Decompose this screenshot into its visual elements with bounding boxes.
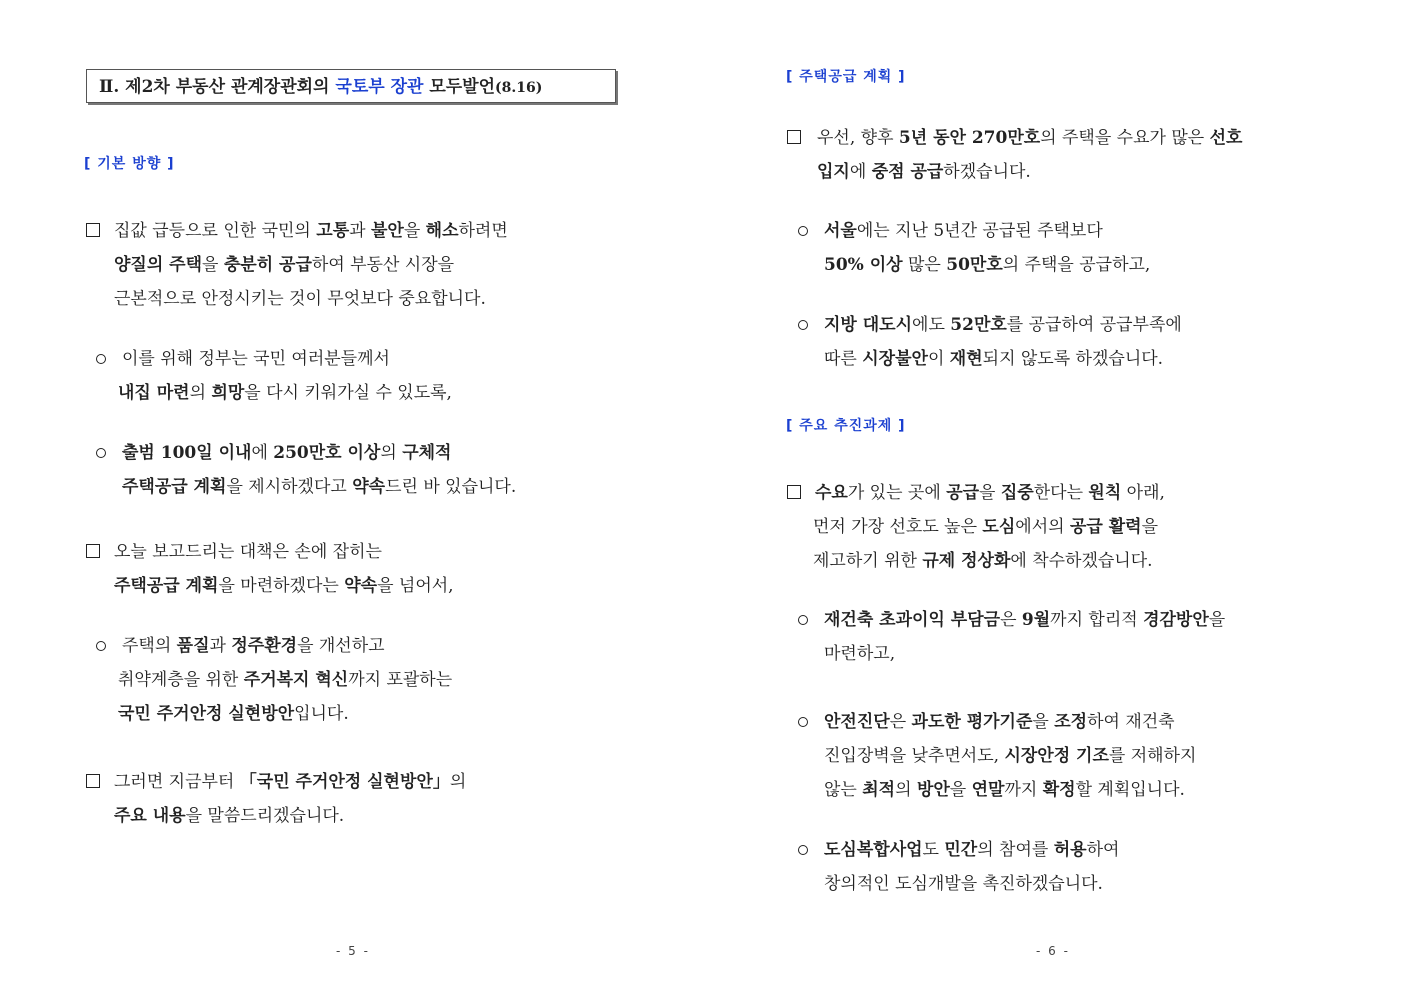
paragraph-q1: 우선, 향후 5년 동안 270만호의 주택을 수요가 많은 선호 입지에 중점 공급하겠습니다.: [787, 121, 1242, 189]
checkbox-bullet-icon: [86, 223, 100, 237]
title-suffix: 모두발언: [423, 77, 496, 97]
paragraph-2: 오늘 보고드리는 대책은 손에 잡히는 주택공급 계획을 마련하겠다는 약속을 넘어서,: [86, 535, 454, 603]
paragraph-q2c: 도심복합사업도 민간의 참여를 허용하여 창의적인 도심개발을 촉진하겠습니다.: [798, 833, 1119, 901]
circle-bullet-icon: [96, 641, 106, 651]
paragraph-q2a: 재건축 초과이익 부담금은 9월까지 합리적 경감방안을 마련하고,: [798, 603, 1225, 671]
title-highlight: 국토부 장관: [335, 77, 424, 97]
circle-bullet-icon: [798, 615, 808, 625]
section-label-key-tasks: [ 주요 추진과제 ]: [786, 418, 906, 434]
section-label-basic-direction: [ 기본 방향 ]: [84, 156, 175, 172]
page-number-6: - 6 -: [1036, 944, 1070, 958]
circle-bullet-icon: [798, 845, 808, 855]
checkbox-bullet-icon: [86, 544, 100, 558]
circle-bullet-icon: [798, 717, 808, 727]
title-date: (8.16): [495, 80, 543, 96]
circle-bullet-icon: [96, 448, 106, 458]
page-number-5: - 5 -: [336, 944, 370, 958]
checkbox-bullet-icon: [787, 130, 801, 144]
circle-bullet-icon: [798, 320, 808, 330]
circle-bullet-icon: [96, 354, 106, 364]
right-page: [700, 0, 1403, 992]
checkbox-bullet-icon: [86, 774, 100, 788]
paragraph-2a: 주택의 품질과 정주환경을 개선하고 취약계층을 위한 주거복지 혁신까지 포괄하는 국민 주거안정 실현방안입니다.: [96, 629, 452, 731]
section-title-box: [86, 69, 616, 103]
left-page: [0, 0, 700, 992]
paragraph-1b: 출범 100일 이내에 250만호 이상의 구체적 주택공급 계획을 제시하겠다고 약속드린 바 있습니다.: [96, 436, 516, 504]
paragraph-1: 집값 급등으로 인한 국민의 고통과 불안을 해소하려면 양질의 주택을 충분히 공급하여 부동산 시장을 근본적으로 안정시키는 것이 무엇보다 중요합니다.: [86, 214, 508, 316]
paragraph-q2: 수요가 있는 곳에 공급을 집중한다는 원칙 아래, 먼저 가장 선호도 높은 도심에서의 공급 활력을 제고하기 위한 규제 정상화에 착수하겠습니다.: [787, 476, 1165, 578]
paragraph-3: 그러면 지금부터 「국민 주거안정 실현방안」의 주요 내용을 말씀드리겠습니다.: [86, 765, 466, 833]
paragraph-q1a: 서울에는 지난 5년간 공급된 주택보다 50% 이상 많은 50만호의 주택을 공급하고,: [798, 214, 1150, 282]
section-label-housing-supply-plan: [ 주택공급 계획 ]: [786, 69, 906, 85]
paragraph-1a: 이를 위해 정부는 국민 여러분들께서 내집 마련의 희망을 다시 키워가실 수 있도록,: [96, 342, 452, 410]
circle-bullet-icon: [798, 226, 808, 236]
paragraph-q2b: 안전진단은 과도한 평가기준을 조정하여 재건축 진입장벽을 낮추면서도, 시장안정 기조를 저해하지 않는 최적의 방안을 연말까지 확정할 계획입니다.: [798, 705, 1196, 807]
title-prefix: Ⅱ. 제2차 부동산 관계장관회의: [99, 77, 336, 97]
checkbox-bullet-icon: [787, 485, 801, 499]
paragraph-q1b: 지방 대도시에도 52만호를 공급하여 공급부족에 따른 시장불안이 재현되지 않도록 하겠습니다.: [798, 308, 1182, 376]
